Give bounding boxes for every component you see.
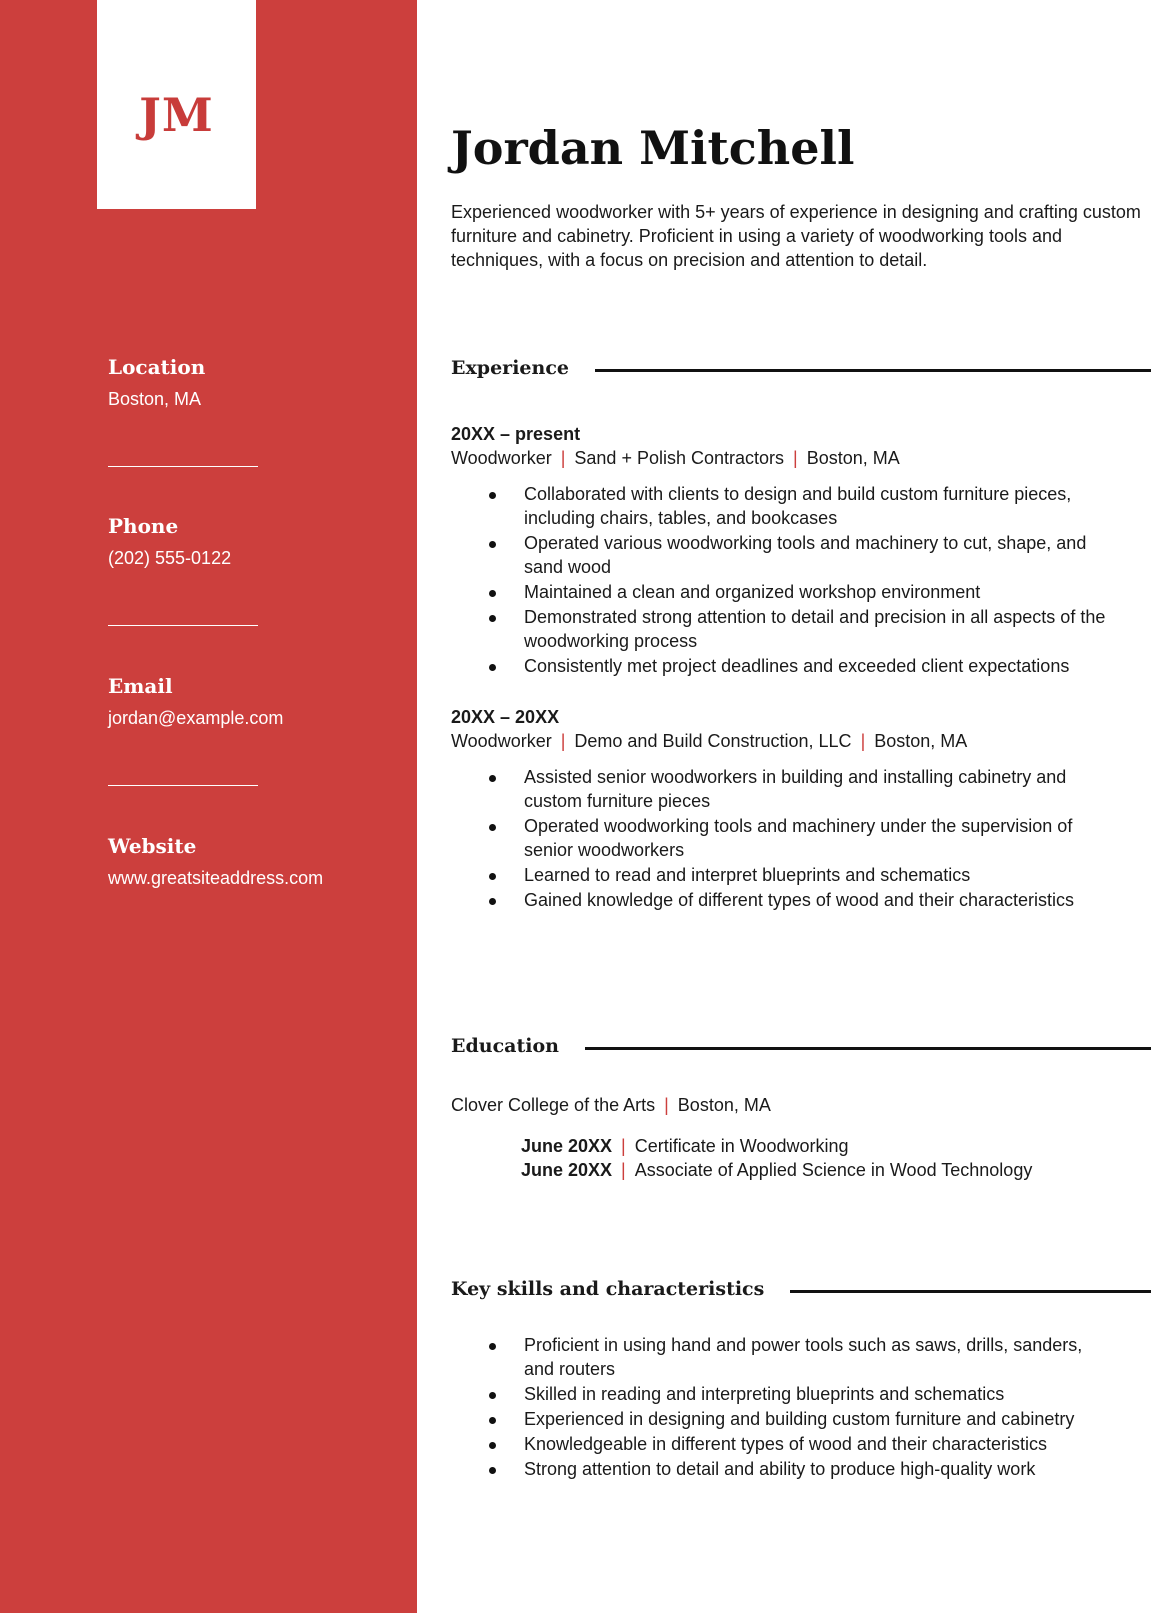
list-item: Consistently met project deadlines and exceeded client expectations xyxy=(524,654,1114,678)
job-dates: 20XX – 20XX xyxy=(451,707,560,727)
summary: Experienced woodworker with 5+ years of experience in designing and crafting custom furniture and cabinetry. Proficient in using a variety of woodworking tools and techniques, with a focus on precision and attention to detail. xyxy=(451,202,1141,270)
experience-heading xyxy=(451,355,1151,381)
education-credentials xyxy=(521,1134,1032,1182)
job-entry xyxy=(451,422,1141,679)
website-value[interactable]: www.greatsiteaddress.com xyxy=(108,868,324,888)
job-title: Woodworker xyxy=(451,731,552,751)
credential-date: June 20XX xyxy=(521,1160,613,1180)
job-company: Sand + Polish Contractors xyxy=(574,448,785,468)
skills-heading xyxy=(451,1276,1151,1302)
skills-list-container xyxy=(451,1333,1141,1482)
list-item: Knowledgeable in different types of wood and their characteristics xyxy=(524,1432,1114,1456)
job-line xyxy=(451,446,1141,470)
list-item: Learned to read and interpret blueprints and schematics xyxy=(524,863,1114,887)
list-item: Maintained a clean and organized workshop environment xyxy=(524,580,1114,604)
phone-value: (202) 555-0122 xyxy=(108,548,232,568)
monogram-box xyxy=(97,0,256,209)
sidebar xyxy=(0,0,417,1613)
location-label: Location xyxy=(108,355,206,379)
section-rule xyxy=(595,369,1151,372)
email-value[interactable]: jordan@example.com xyxy=(108,708,284,728)
list-item: Assisted senior woodworkers in building and installing cabinetry and custom furniture pieces xyxy=(524,765,1114,813)
separator: | xyxy=(621,1160,626,1180)
list-item: Gained knowledge of different types of wood and their characteristics xyxy=(524,888,1114,912)
list-item: Operated various woodworking tools and machinery to cut, shape, and sand wood xyxy=(524,531,1114,579)
monogram: JM xyxy=(139,87,214,142)
contact-divider xyxy=(108,625,258,626)
person-name: Jordan Mitchell xyxy=(451,121,855,175)
separator: | xyxy=(560,448,566,468)
contact-divider xyxy=(108,785,258,786)
list-item: Operated woodworking tools and machinery under the supervision of senior woodworkers xyxy=(524,814,1114,862)
website-label: Website xyxy=(108,834,197,858)
education-heading xyxy=(451,1033,1151,1059)
list-item: Collaborated with clients to design and build custom furniture pieces, including chairs, tables, and bookcases xyxy=(524,482,1114,530)
list-item: Proficient in using hand and power tools such as saws, drills, sanders, and routers xyxy=(524,1333,1114,1381)
credential-row xyxy=(521,1158,1032,1182)
skills-title: Key skills and characteristics xyxy=(451,1278,765,1300)
education-school-line xyxy=(451,1093,771,1117)
separator: | xyxy=(664,1095,669,1115)
job-entry xyxy=(451,705,1141,913)
contact-location xyxy=(108,353,398,411)
separator: | xyxy=(560,731,566,751)
separator: | xyxy=(793,448,798,468)
job-bullets xyxy=(451,765,1141,912)
job-bullets xyxy=(451,482,1141,678)
list-item: Demonstrated strong attention to detail and precision in all aspects of the woodworking process xyxy=(524,605,1114,653)
list-item: Skilled in reading and interpreting blueprints and schematics xyxy=(524,1382,1114,1406)
separator: | xyxy=(860,731,866,751)
separator: | xyxy=(621,1136,626,1156)
school-name: Clover College of the Arts xyxy=(451,1095,656,1115)
job-dates: 20XX – present xyxy=(451,424,581,444)
education-title: Education xyxy=(451,1035,559,1057)
job-company: Demo and Build Construction, LLC xyxy=(574,731,852,751)
contact-website xyxy=(108,832,398,890)
credential-title: Associate of Applied Science in Wood Technology xyxy=(634,1160,1033,1180)
contact-phone xyxy=(108,512,398,570)
job-location: Boston, MA xyxy=(806,448,900,468)
list-item: Experienced in designing and building custom furniture and cabinetry xyxy=(524,1407,1114,1431)
skills-bullets xyxy=(451,1333,1141,1481)
credential-date: June 20XX xyxy=(521,1136,613,1156)
contact-email xyxy=(108,672,398,730)
job-line xyxy=(451,729,1141,753)
school-location: Boston, MA xyxy=(677,1095,771,1115)
section-rule xyxy=(790,1290,1151,1293)
list-item: Strong attention to detail and ability to produce high-quality work xyxy=(524,1457,1114,1481)
phone-label: Phone xyxy=(108,514,179,538)
credential-row xyxy=(521,1134,1032,1158)
email-label: Email xyxy=(108,674,173,698)
contact-divider xyxy=(108,466,258,467)
experience-title: Experience xyxy=(451,357,569,379)
job-title: Woodworker xyxy=(451,448,552,468)
job-location: Boston, MA xyxy=(874,731,968,751)
credential-title: Certificate in Woodworking xyxy=(634,1136,849,1156)
location-value: Boston, MA xyxy=(108,389,202,409)
section-rule xyxy=(585,1047,1151,1050)
